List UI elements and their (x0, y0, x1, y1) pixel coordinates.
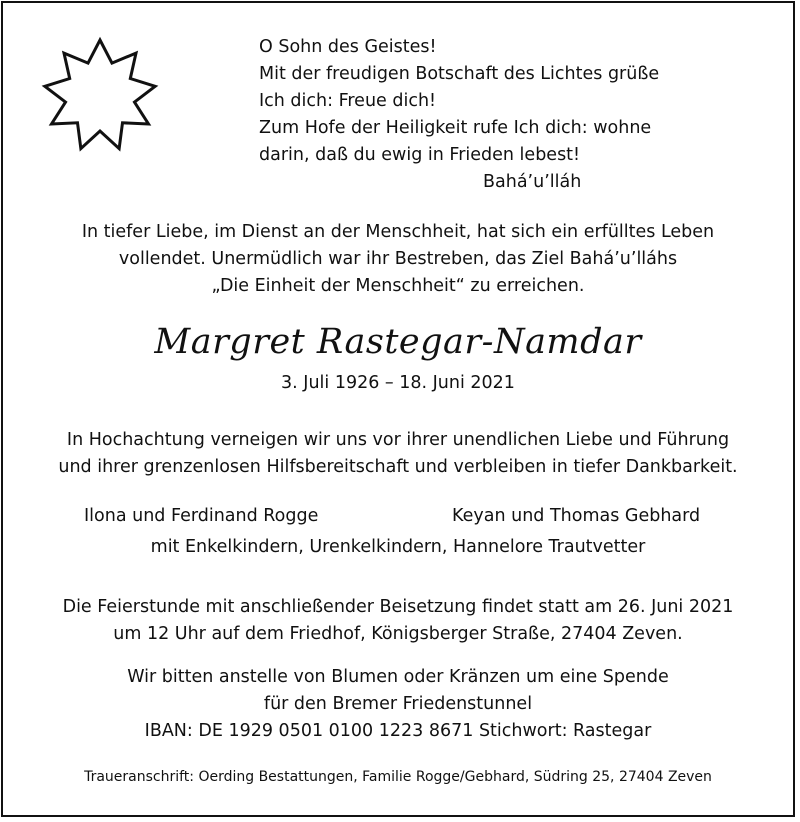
tribute-line-2: und ihrer grenzenlosen Hilfsbereitschaft und verbleiben in tiefer Dankbarkeit. (58, 457, 738, 477)
nine-pointed-star-icon (40, 34, 160, 154)
quote-line-2: Mit der freudigen Botschaft des Lichtes grüße (259, 64, 660, 84)
ceremony-text (0, 594, 796, 648)
ceremony-line-2: um 12 Uhr auf dem Friedhof, Königsberger Straße, 27404 Zeven. (113, 624, 683, 644)
mourner-extended-text: mit Enkelkindern, Urenkelkindern, Hannelore Trautvetter (150, 537, 646, 557)
intro-line-1: In tiefer Liebe, im Dienst an der Menschheit, hat sich ein erfülltes Leben (81, 222, 715, 242)
mourning-address: Traueranschrift: Oerding Bestattungen, Familie Rogge/Gebhard, Südring 25, 27404 Zeven (84, 769, 712, 785)
quote-line-4: Zum Hofe der Heiligkeit rufe Ich dich: wohne (259, 118, 652, 138)
life-dates (0, 370, 796, 397)
tribute-line-1: In Hochachtung verneigen wir uns vor ihrer unendlichen Liebe und Führung (66, 430, 730, 450)
mourner-families (0, 503, 796, 530)
ceremony-line-1: Die Feierstunde mit anschließender Beisetzung findet statt am 26. Juni 2021 (62, 597, 734, 617)
tribute-text (0, 427, 796, 481)
quote-line-1: O Sohn des Geistes! (259, 37, 437, 57)
donation-iban: IBAN: DE 1929 0501 0100 1223 8671 Stichwort: Rastegar (144, 721, 652, 741)
mourner-family-left: Ilona und Ferdinand Rogge (84, 506, 319, 526)
quote-line-3: Ich dich: Freue dich! (259, 91, 437, 111)
bahai-quote (259, 34, 739, 196)
intro-line-3: „Die Einheit der Menschheit“ zu erreichen. (211, 276, 585, 296)
quote-author: Bahá’u’lláh (483, 172, 582, 192)
intro-line-2: vollendet. Unermüdlich war ihr Bestreben, das Ziel Bahá’u’lláhs (118, 249, 678, 269)
donation-text (0, 664, 796, 745)
donation-line-2: für den Bremer Friedenstunnel (263, 694, 533, 714)
mourner-extended (0, 534, 796, 561)
life-dates-text: 3. Juli 1926 – 18. Juni 2021 (281, 373, 515, 393)
mourner-family-right: Keyan und Thomas Gebhard (452, 506, 701, 526)
donation-line-1: Wir bitten anstelle von Blumen oder Kränzen um eine Spende (127, 667, 669, 687)
deceased-name: Margret Rastegar-Namdar (154, 322, 642, 362)
intro-text (0, 219, 796, 300)
quote-line-5: darin, daß du ewig in Frieden lebest! (259, 145, 581, 165)
